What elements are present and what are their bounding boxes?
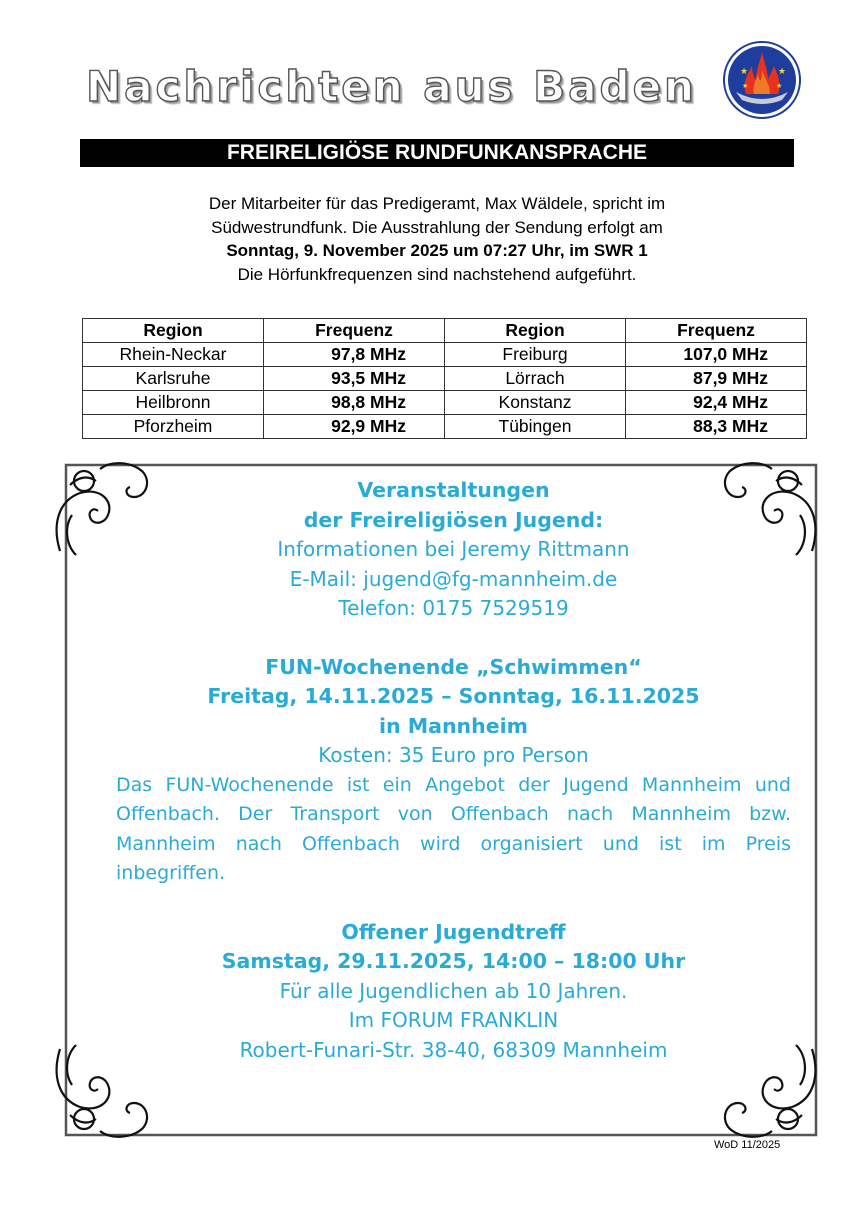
youth-meeting-address: Robert-Funari-Str. 38-40, 68309 Mannheim: [239, 1037, 668, 1062]
frequency-cell: 98,8 MHz: [264, 391, 445, 415]
frequency-cell: 107,0 MHz: [626, 343, 807, 367]
intro-line: Der Mitarbeiter für das Predigeramt, Max Wäldele, spricht im: [208, 194, 666, 213]
contact-info: Informationen bei Jeremy Rittmann: [277, 537, 630, 561]
contact-phone: Telefon: 0175 7529519: [338, 596, 569, 620]
region-cell: Karlsruhe: [83, 367, 264, 391]
youth-meeting-place: Im FORUM FRANKLIN: [348, 1008, 559, 1032]
youth-events: [116, 476, 791, 1065]
intro-line: Die Hörfunkfrequenzen sind nachstehend aufgeführt.: [237, 264, 637, 284]
svg-text:★: ★: [776, 82, 783, 90]
frequency-cell: 92,4 MHz: [626, 391, 807, 415]
table-row: [83, 391, 807, 415]
region-cell: Heilbronn: [83, 391, 264, 415]
frequency-cell: 87,9 MHz: [626, 367, 807, 391]
intro-line: Südwestrundfunk. Die Ausstrahlung der Sendung erfolgt am: [211, 217, 663, 237]
flame-emblem-icon: [722, 40, 802, 120]
frequency-cell: 88,3 MHz: [626, 415, 807, 439]
column-header: Frequenz: [626, 319, 807, 343]
table-row: [83, 415, 807, 439]
column-header: Frequenz: [264, 319, 445, 343]
contact-email: E-Mail: jugend@fg-mannheim.de: [289, 566, 618, 591]
table-header-row: [83, 319, 807, 343]
fun-weekend-cost: Kosten: 35 Euro pro Person: [318, 743, 589, 767]
youth-meeting-date: Samstag, 29.11.2025, 14:00 – 18:00 Uhr: [221, 949, 686, 973]
fun-weekend-place: in Mannheim: [378, 713, 529, 738]
frequency-cell: 93,5 MHz: [264, 367, 445, 391]
frequency-cell: 97,8 MHz: [264, 343, 445, 367]
table-row: [83, 343, 807, 367]
fun-weekend-dates: Freitag, 14.11.2025 – Sonntag, 16.11.2025: [207, 684, 700, 708]
region-cell: Lörrach: [445, 367, 626, 391]
region-cell: Konstanz: [445, 391, 626, 415]
column-header: Region: [445, 319, 626, 343]
intro-text: [80, 192, 794, 286]
youth-meeting-age: Für alle Jugendlichen ab 10 Jahren.: [279, 978, 628, 1003]
region-cell: Rhein-Neckar: [83, 343, 264, 367]
masthead-title: Nachrichten aus Baden: [86, 62, 697, 111]
frequency-cell: 92,9 MHz: [264, 415, 445, 439]
region-cell: Pforzheim: [83, 415, 264, 439]
frequency-table: [82, 318, 807, 439]
youth-meeting-title: Offener Jugendtreff: [341, 919, 566, 944]
table-row: [83, 367, 807, 391]
region-cell: Tübingen: [445, 415, 626, 439]
region-cell: Freiburg: [445, 343, 626, 367]
broadcast-banner: FREIRELIGIÖSE RUNDFUNKANSPRACHE: [80, 139, 794, 167]
svg-text:★: ★: [740, 67, 749, 77]
issue-code: WoD 11/2025: [714, 1139, 781, 1151]
broadcast-date: Sonntag, 9. November 2025 um 07:27 Uhr, im SWR 1: [226, 241, 648, 260]
events-subheading: der Freireligiösen Jugend:: [303, 507, 604, 532]
events-heading: Veranstaltungen: [357, 478, 550, 502]
column-header: Region: [83, 319, 264, 343]
svg-text:★: ★: [742, 82, 749, 90]
svg-text:★: ★: [778, 67, 787, 77]
fun-weekend-description: Das FUN-Wochenende ist ein Angebot der Jugend Mannheim und Offenbach. Der Transport von Offenbach nach Mannheim bzw. Mannheim nach Offenbach wird organisiert und ist im Preis inbegriffen.: [116, 773, 791, 884]
fun-weekend-title: FUN-Wochenende „Schwimmen“: [265, 654, 642, 679]
